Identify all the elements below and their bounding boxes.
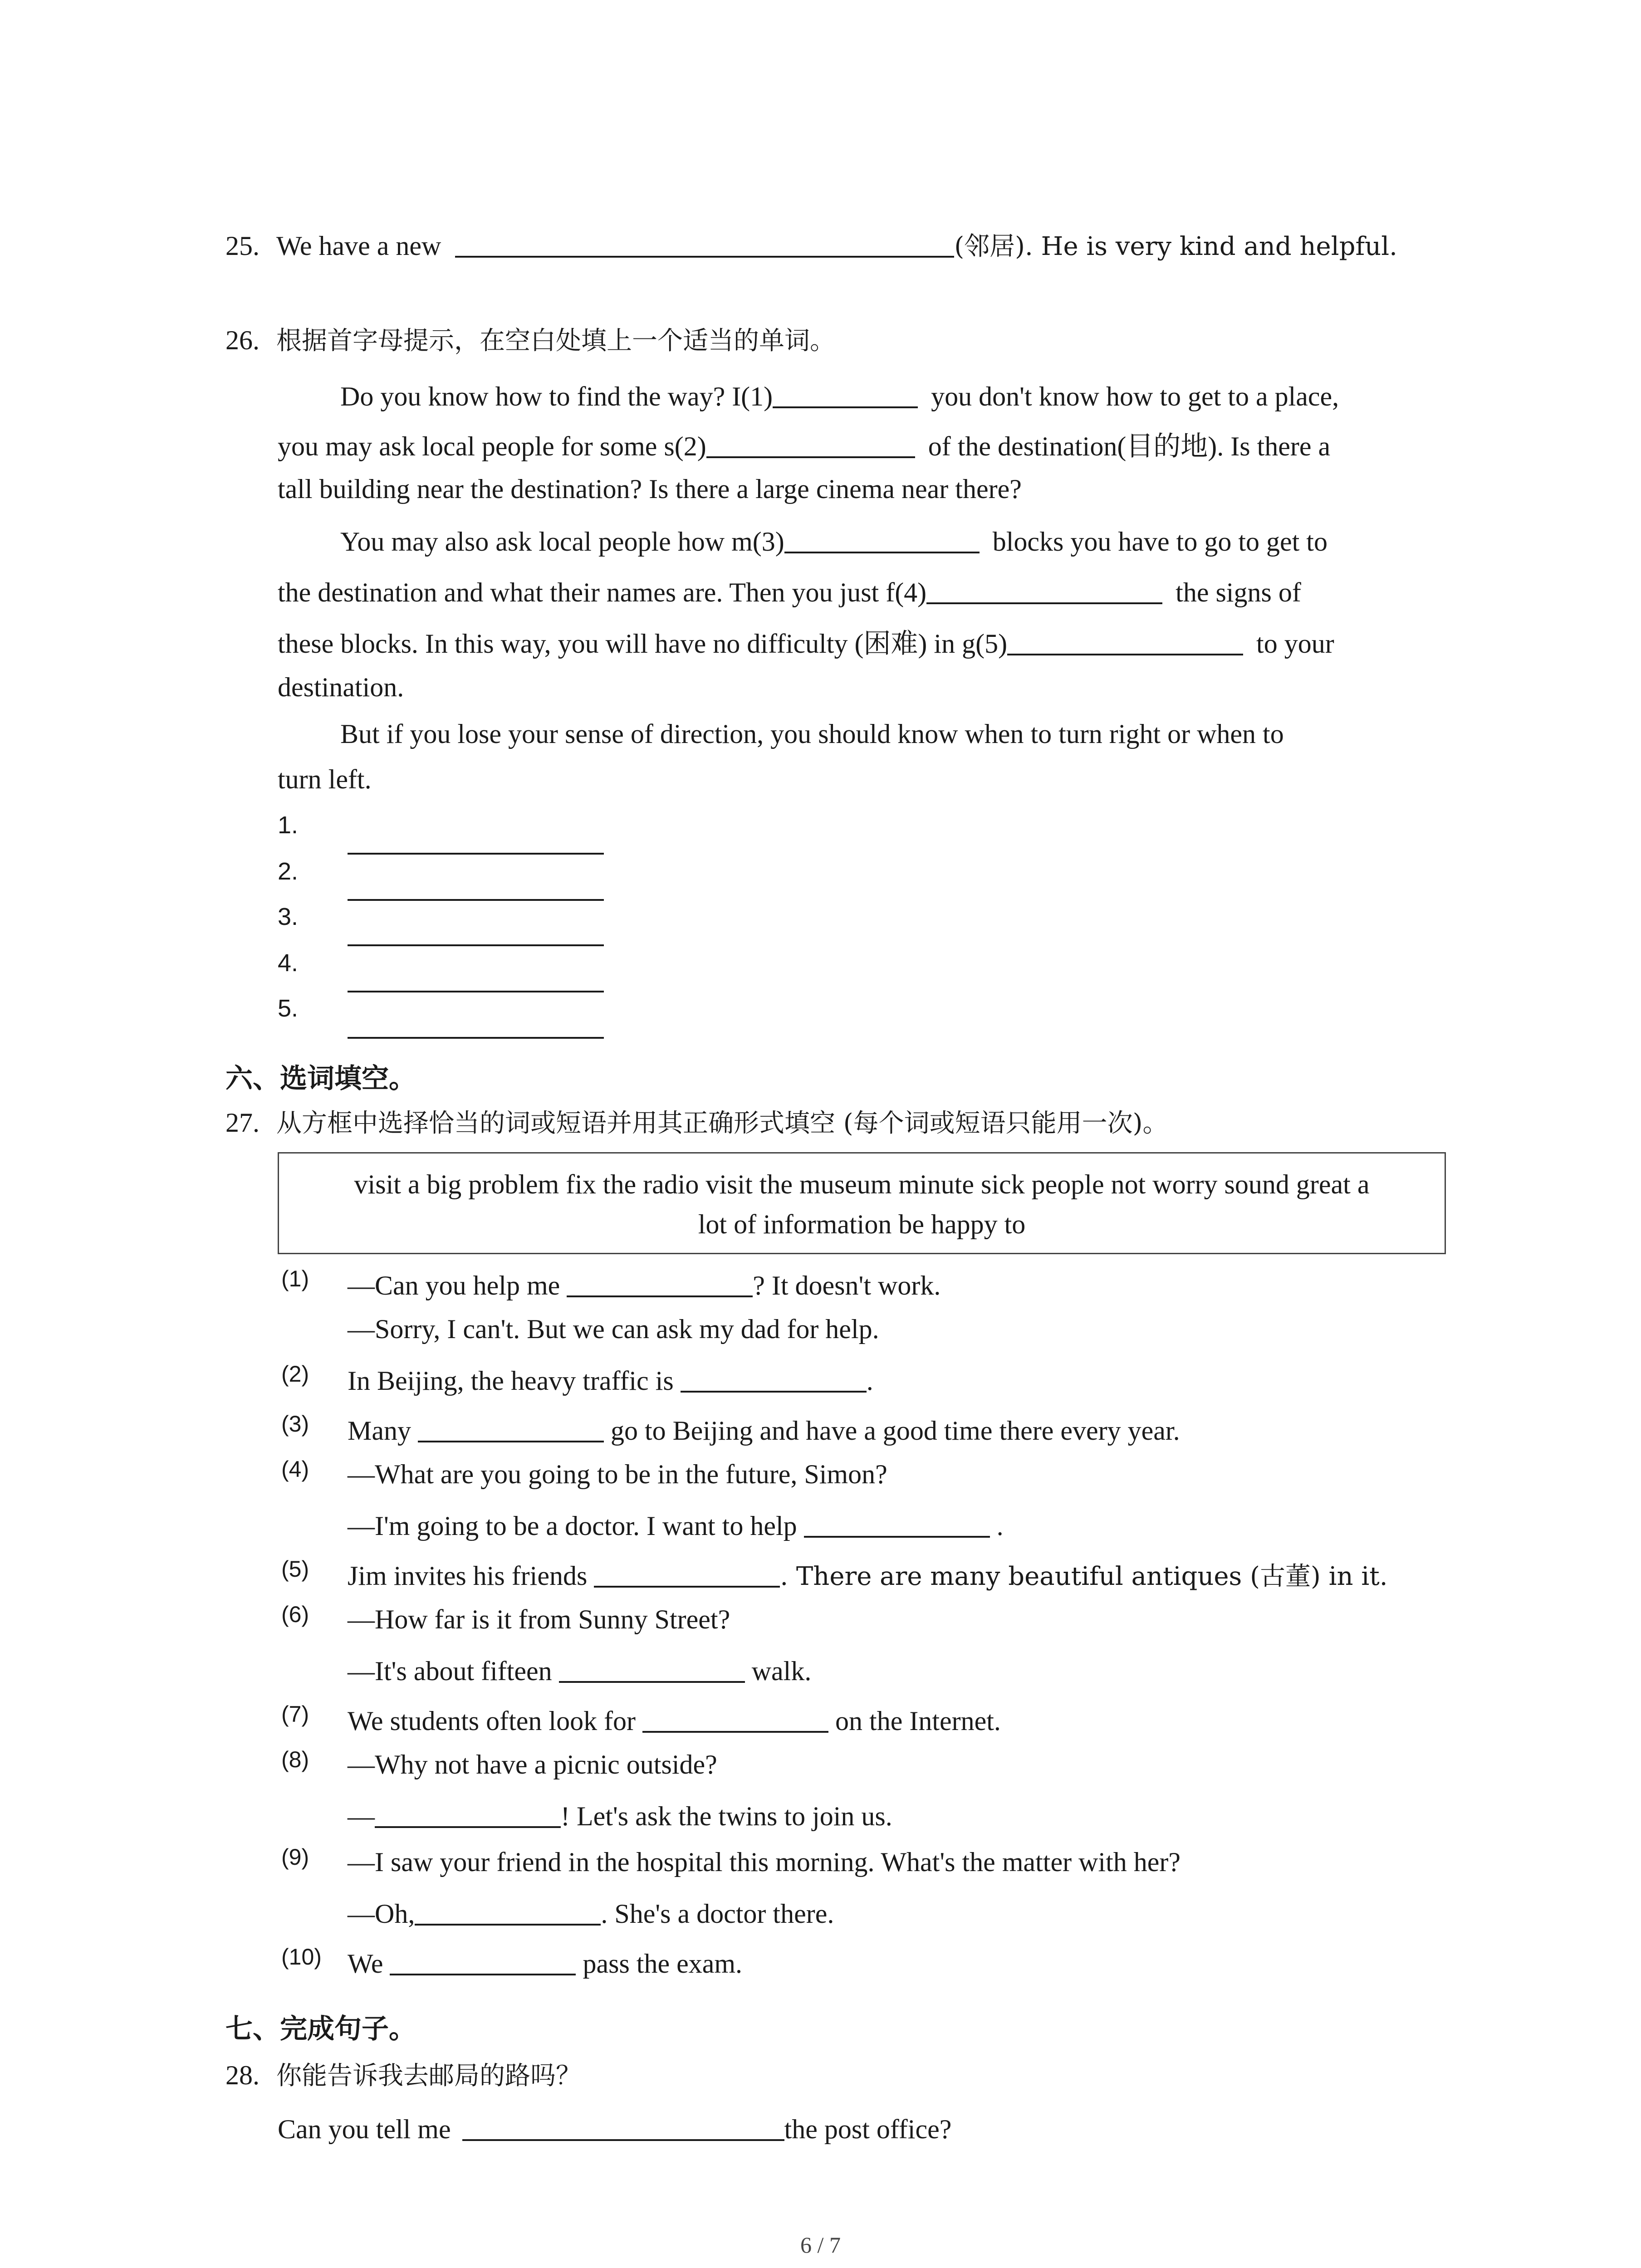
answer-blank[interactable] [455,230,954,258]
answer-number: 4. [278,949,299,977]
question-27-instruction [225,1109,1168,1136]
question-text: We have a new [276,231,441,261]
answer-blank[interactable] [375,1801,561,1828]
item-text: —What are you going to be in the future, Simon? [348,1459,887,1489]
question-text: Can you tell me [278,2114,451,2144]
answer-blank-4[interactable] [926,577,1162,604]
question-number: 26. [225,325,260,355]
answer-line-5[interactable] [348,1037,604,1039]
answer-blank[interactable] [559,1656,745,1683]
passage-text: turn left. [278,764,372,794]
item-text: . [996,1511,1004,1541]
passage-text: tall building near the destination? Is there a large cinema near there? [278,474,1022,504]
word-box-line: visit a big problem fix the radio visit the museum minute sick people not worry sound great a [354,1169,1370,1199]
word-box-line: lot of information be happy to [698,1209,1026,1239]
item-line [348,1270,941,1299]
item-text: pass the exam. [583,1949,743,1979]
question-text: (邻居). He is very kind and helpful. [954,232,1397,261]
item-text: —Why not have a picnic outside? [348,1750,717,1779]
answer-line-4[interactable] [348,991,604,992]
item-text: ! Let's ask the twins to join us. [561,1801,892,1831]
passage-line [340,381,1339,410]
item-text: on the Internet. [835,1706,1001,1736]
word-box [278,1152,1446,1254]
passage-text: Do you know how to find the way? I(1) [340,381,773,411]
item-text: . [866,1366,873,1396]
item-number: (8) [281,1747,309,1772]
item-text: —Sorry, I can't. But we can ask my dad for help. [348,1314,879,1344]
item-text: . There are many beautiful antiques (古董) in it. [780,1562,1388,1591]
item-line [348,1848,1181,1876]
item-text: . She's a doctor there. [601,1899,834,1929]
question-number: 28. [225,2060,260,2090]
answer-blank[interactable] [418,1415,604,1442]
instruction-text: 从方框中选择恰当的词或短语并用其正确形式填空 (每个词或短语只能用一次)。 [276,1109,1168,1138]
answer-number: 5. [278,995,299,1022]
passage-line [278,674,404,701]
item-number: (5) [281,1556,309,1582]
answer-blank[interactable] [594,1560,780,1588]
item-line [348,1606,730,1633]
passage-line [278,628,1334,657]
passage-line [278,431,1330,460]
item-line [348,1560,1388,1589]
item-number: (1) [281,1266,309,1291]
item-number: (7) [281,1701,309,1727]
answer-blank[interactable] [642,1706,828,1733]
item-text: — [348,1801,375,1831]
item-number: (9) [281,1844,309,1870]
item-number: (2) [281,1361,309,1387]
section-heading: 六、选词填空。 [225,1063,416,1095]
passage-text: But if you lose your sense of direction, you should know when to turn right or when to [340,719,1284,749]
passage-line [278,577,1301,606]
question-number: 25. [225,231,260,261]
question-number: 27. [225,1108,260,1138]
answer-line-3[interactable] [348,944,604,946]
item-number: (6) [281,1602,309,1627]
item-number: (3) [281,1411,309,1437]
answer-blank[interactable] [681,1365,867,1393]
item-number: (10) [281,1944,322,1970]
answer-line-2[interactable] [348,899,604,901]
item-line [348,1751,717,1778]
item-text: —Can you help me [348,1271,560,1300]
item-number: (4) [281,1457,309,1482]
answer-blank-2[interactable] [706,431,915,458]
item-line [348,1315,879,1343]
passage-text: you may ask local people for some s(2) [278,431,706,461]
item-text: —I'm going to be a doctor. I want to help [348,1511,797,1541]
item-text: Many [348,1416,411,1446]
answer-number: 1. [278,811,299,839]
passage-text: the signs of [1176,577,1301,607]
answer-blank[interactable] [567,1270,753,1297]
passage-text: these blocks. In this way, you will have no difficulty (困难) in g(5) [278,629,1008,659]
question-text: the post office? [784,2114,952,2144]
question-text: 你能告诉我去邮局的路吗？ [276,2061,581,2091]
passage-text: of the destination(目的地). Is there a [928,431,1331,461]
answer-number: 3. [278,903,299,930]
answer-blank[interactable] [390,1948,576,1975]
answer-blank-1[interactable] [773,381,918,408]
question-28 [225,2062,581,2089]
item-line [348,1461,887,1488]
passage-line [340,720,1284,748]
answer-blank-3[interactable] [784,526,980,553]
item-text: go to Beijing and have a good time there every year. [610,1416,1180,1446]
page-number: 6 / 7 [800,2232,841,2258]
item-text: In Beijing, the heavy traffic is [348,1366,674,1396]
item-text: —It's about fifteen [348,1656,552,1686]
answer-blank-5[interactable] [1007,628,1243,655]
instruction-text: 根据首字母提示，在空白处填上一个适当的单词。 [276,326,835,356]
item-text: —How far is it from Sunny Street? [348,1604,730,1634]
answer-number: 2. [278,858,299,885]
item-text: Jim invites his friends [348,1561,588,1591]
item-line [348,1801,892,1830]
item-text: We [348,1949,383,1979]
passage-text: You may also ask local people how m(3) [340,527,784,557]
item-text: walk. [751,1656,812,1686]
item-text: —I saw your friend in the hospital this morning. What's the matter with her? [348,1847,1181,1877]
answer-line-1[interactable] [348,853,604,855]
item-line [348,1706,1001,1735]
passage-text: the destination and what their names are. Then you just f(4) [278,577,927,607]
section-heading: 七、完成句子。 [225,2013,416,2045]
item-line [348,1510,1004,1540]
answer-blank[interactable] [804,1510,990,1538]
passage-text: blocks you have to go to get to [992,527,1327,557]
passage-line [278,475,1022,503]
answer-blank[interactable] [415,1898,601,1926]
passage-line [340,526,1327,555]
question-28-sentence [278,2114,951,2143]
passage-text: destination. [278,672,404,702]
item-line [348,1365,873,1394]
item-line [348,1898,834,1927]
question-26-instruction [225,327,835,354]
item-text: —Oh, [348,1899,415,1929]
passage-line [278,766,372,793]
passage-text: you don't know how to get to a place, [931,381,1339,411]
item-line [348,1656,811,1685]
item-line [348,1948,742,1977]
question-25 [225,230,1397,259]
item-text: We students often look for [348,1706,636,1736]
passage-text: to your [1256,629,1334,659]
item-line [348,1415,1180,1444]
item-text: ? It doesn't work. [753,1271,941,1300]
answer-blank[interactable] [462,2114,784,2141]
